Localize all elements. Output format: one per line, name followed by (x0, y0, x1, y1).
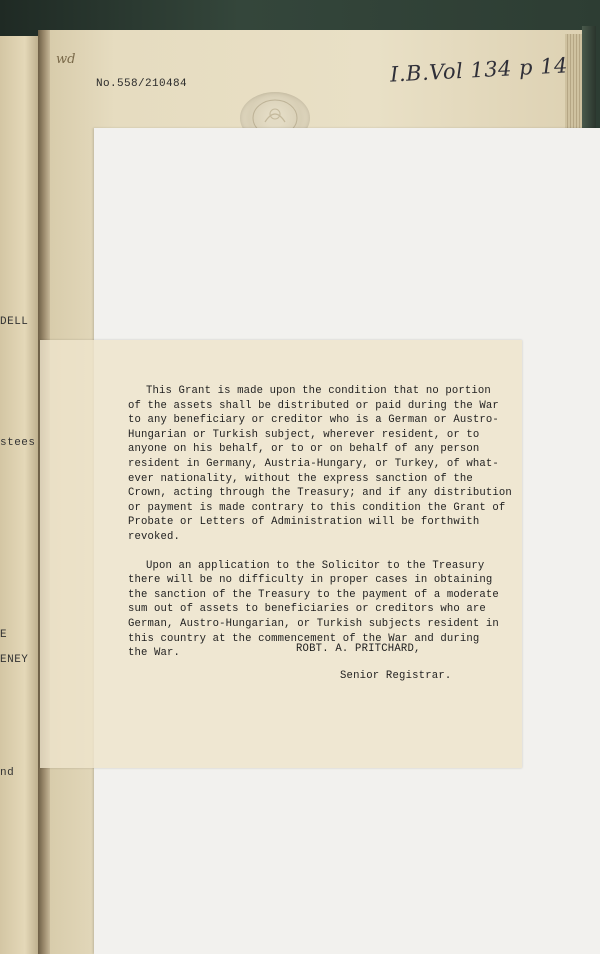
paragraph-2-line: the sanction of the Treasury to the payment of a moderate (128, 588, 499, 601)
corner-mark: wd (56, 52, 76, 67)
paragraph-2-line: there will be no difficulty in proper cases in obtaining (128, 574, 493, 587)
paragraph-1-line: Hungarian or Turkish subject, wherever resident, or to (128, 428, 480, 441)
left-page-fragment: DELL (0, 316, 29, 328)
paragraph-1-line: ever nationality, without the express sanction of the (128, 472, 473, 485)
signatory-title: Senior Registrar. (340, 670, 452, 682)
slip-body (0, 384, 528, 661)
left-page-fragment: nd (0, 767, 15, 779)
paragraph-1-line: of the assets shall be distributed or paid during the War (128, 399, 499, 412)
paragraph-1-line: Crown, acting through the Treasury; and if any distribution (128, 487, 512, 500)
paragraph-1-line: revoked. (128, 530, 181, 543)
paragraph-1-line: anyone on his behalf, or to or on behalf of any person (128, 443, 480, 456)
paragraph-2-line: sum out of assets to beneficiaries or creditors who are (128, 603, 486, 616)
paragraph-2-line: the War. (128, 647, 181, 660)
paragraph-1-line: This Grant is made upon the condition that no portion (146, 385, 491, 397)
handwritten-reference: I.B.Vol 134 p 14 (389, 53, 569, 87)
paragraph-1-line: Probate or Letters of Administration will be forthwith (128, 516, 480, 529)
left-page-fragment: stees (0, 437, 36, 449)
paragraph-1-line: or payment is made contrary to this condition the Grant of (128, 501, 506, 514)
paragraph-2-line: this country at the commencement of the War and during (128, 632, 480, 645)
paragraph-1-line: to any beneficiary or creditor who is a German or Austro- (128, 414, 499, 427)
paragraph-2-line: Upon an application to the Solicitor to the Treasury (146, 559, 485, 572)
left-page-fragment: ENEY (0, 654, 29, 666)
paragraph-2-line: German, Austro-Hungarian, or Turkish subjects resident in (128, 617, 499, 630)
paragraph-1-line: resident in Germany, Austria-Hungary, or Turkey, of what- (128, 457, 499, 470)
document-number: No.558/210484 (96, 78, 188, 90)
left-page-fragment: E (0, 629, 8, 641)
signatory-name: ROBT. A. PRITCHARD, (296, 643, 421, 655)
